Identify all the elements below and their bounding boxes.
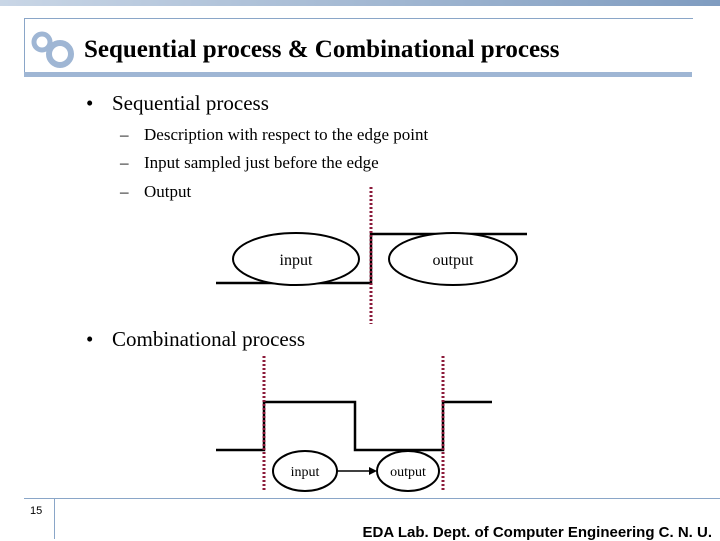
list-item: – Input sampled just before the edge xyxy=(120,153,379,172)
arrow-head-icon xyxy=(369,467,377,475)
bullet-combinational-label: Combinational process xyxy=(112,327,306,351)
list-item-text: Input sampled just before the edge xyxy=(144,153,379,172)
footer-rule xyxy=(24,498,720,499)
output-label: output xyxy=(432,252,474,269)
list-item-text: Description with respect to the edge point xyxy=(144,125,429,144)
combinational-waveform xyxy=(216,402,492,450)
bullet-dot: • xyxy=(86,91,94,115)
bullet-dot: • xyxy=(86,327,94,351)
page-title: Sequential process & Combinational process xyxy=(84,36,560,63)
list-item: – Description with respect to the edge point xyxy=(120,125,429,144)
output-label: output xyxy=(390,465,426,480)
input-label: input xyxy=(279,252,313,269)
slide-number: 15 xyxy=(30,505,43,517)
list-item: – Output xyxy=(120,182,192,201)
footer-text: EDA Lab. Dept. of Computer Engineering C. N. U. xyxy=(362,524,712,541)
input-label: input xyxy=(290,465,320,480)
list-item-text: Output xyxy=(144,182,192,201)
bullet-sequential-label: Sequential process xyxy=(112,91,269,115)
